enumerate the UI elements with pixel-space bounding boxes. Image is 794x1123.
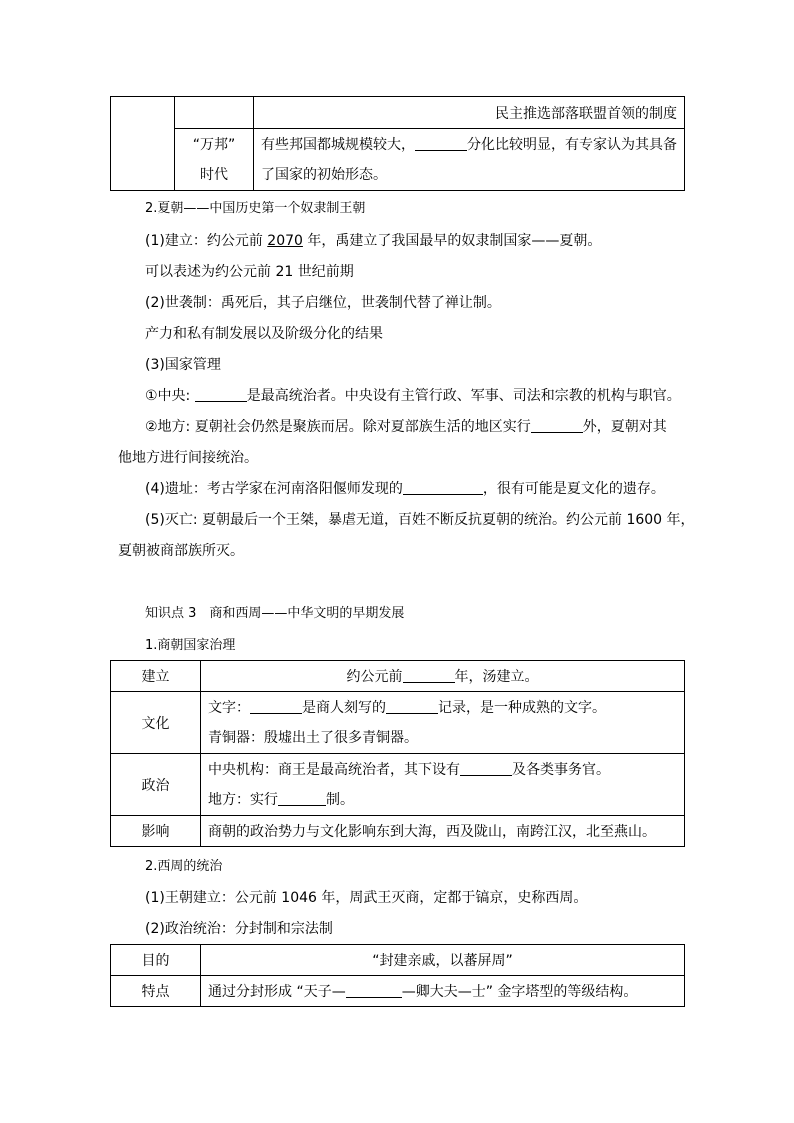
top-table-row1-text: 民主推选部落联盟首领的制度 [254,97,685,129]
xia-item3-1: ①中央: 是最高统治者。中央设有主管行政、军事、司法和宗教的机构与职官。 [145,388,681,404]
xia-note2: 产力和私有制发展以及阶级分化的结果 [145,326,383,342]
xia-item4: (4)遗址：考古学家在河南洛阳偃师发现的 ，很有可能是夏文化的遗存。 [145,481,665,497]
shang-row-label: 影响 [111,816,201,847]
xia-item1: (1)建立：约公元前 2070 年，禹建立了我国最早的奴隶制国家——夏朝。 [145,233,602,249]
fill-blank[interactable] [346,983,402,998]
shang-row-text: 约公元前 年，汤建立。 [201,661,685,692]
xia-item5: (5)灭亡: 夏朝最后一个王桀，暴虐无道，百姓不断反抗夏朝的统治。约公元前 1600 年， [145,512,695,528]
xia-item2: (2)世袭制：禹死后，其子启继位，世袭制代替了禅让制。 [145,295,501,311]
top-table-row2-label: “万邦” 时代 [174,129,253,191]
fill-blank[interactable] [460,761,512,776]
shang-table [110,660,685,847]
fill-blank[interactable] [403,480,483,495]
kp3-sub2: 2.西周的统治 [145,859,223,874]
zhou-row-text: “封建亲戚，以蕃屏周” [201,945,685,976]
shang-row-text: 商朝的政治势力与文化影响东到大海，西及陇山，南跨江汉，北至燕山。 [201,816,685,847]
fill-blank[interactable] [250,699,302,714]
fill-blank[interactable] [278,791,326,806]
zhou-row-label: 目的 [111,945,201,976]
zhou-item1: (1)王朝建立：公元前 1046 年，周武王灭商，定都于镐京，史称西周。 [145,890,588,906]
shang-row-label: 文化 [111,692,201,754]
xia-note1: 可以表述为约公元前 21 世纪前期 [145,264,354,280]
shang-row-label: 建立 [111,661,201,692]
fill-blank[interactable] [415,136,467,151]
kp3-heading: 知识点 3 商和西周——中华文明的早期发展 [145,606,405,621]
shang-row-label: 政治 [111,754,201,816]
fill-blank[interactable] [386,699,438,714]
top-table-row2-text: 有些邦国都城规模较大， 分化比较明显，有专家认为其具备 了国家的初始形态。 [254,129,685,191]
xia-heading: 2.夏朝——中国历史第一个奴隶制王朝 [145,201,366,216]
xia-item5-cont: 夏朝被商部族所灭。 [118,543,244,559]
top-table-empty-cell [111,97,175,191]
zhou-row-text: 通过分封形成 “天子— —卿大夫—士” 金字塔型的等级结构。 [201,976,685,1007]
zhou-table [110,944,685,1007]
xia-item3: (3)国家管理 [145,357,221,373]
zhou-row-label: 特点 [111,976,201,1007]
zhou-item2: (2)政治统治：分封制和宗法制 [145,921,333,937]
kp3-sub1: 1.商朝国家治理 [145,638,236,653]
fill-blank[interactable] [403,668,455,683]
fill-blank[interactable] [531,418,583,433]
xia-item3-2-cont: 他地方进行间接统治。 [118,450,258,466]
top-table-empty-cell [174,97,253,129]
xia-item3-2: ②地方: 夏朝社会仍然是聚族而居。除对夏部族生活的地区实行 外，夏朝对其 [145,419,667,435]
top-table [110,96,685,191]
shang-row-text: 中央机构：商王是最高统治者，其下设有 及各类事务官。 地方：实行 制。 [201,754,685,816]
fill-blank[interactable] [195,387,247,402]
shang-row-text: 文字： 是商人刻写的 记录，是一种成熟的文字。 青铜器：殷墟出土了很多青铜器。 [201,692,685,754]
